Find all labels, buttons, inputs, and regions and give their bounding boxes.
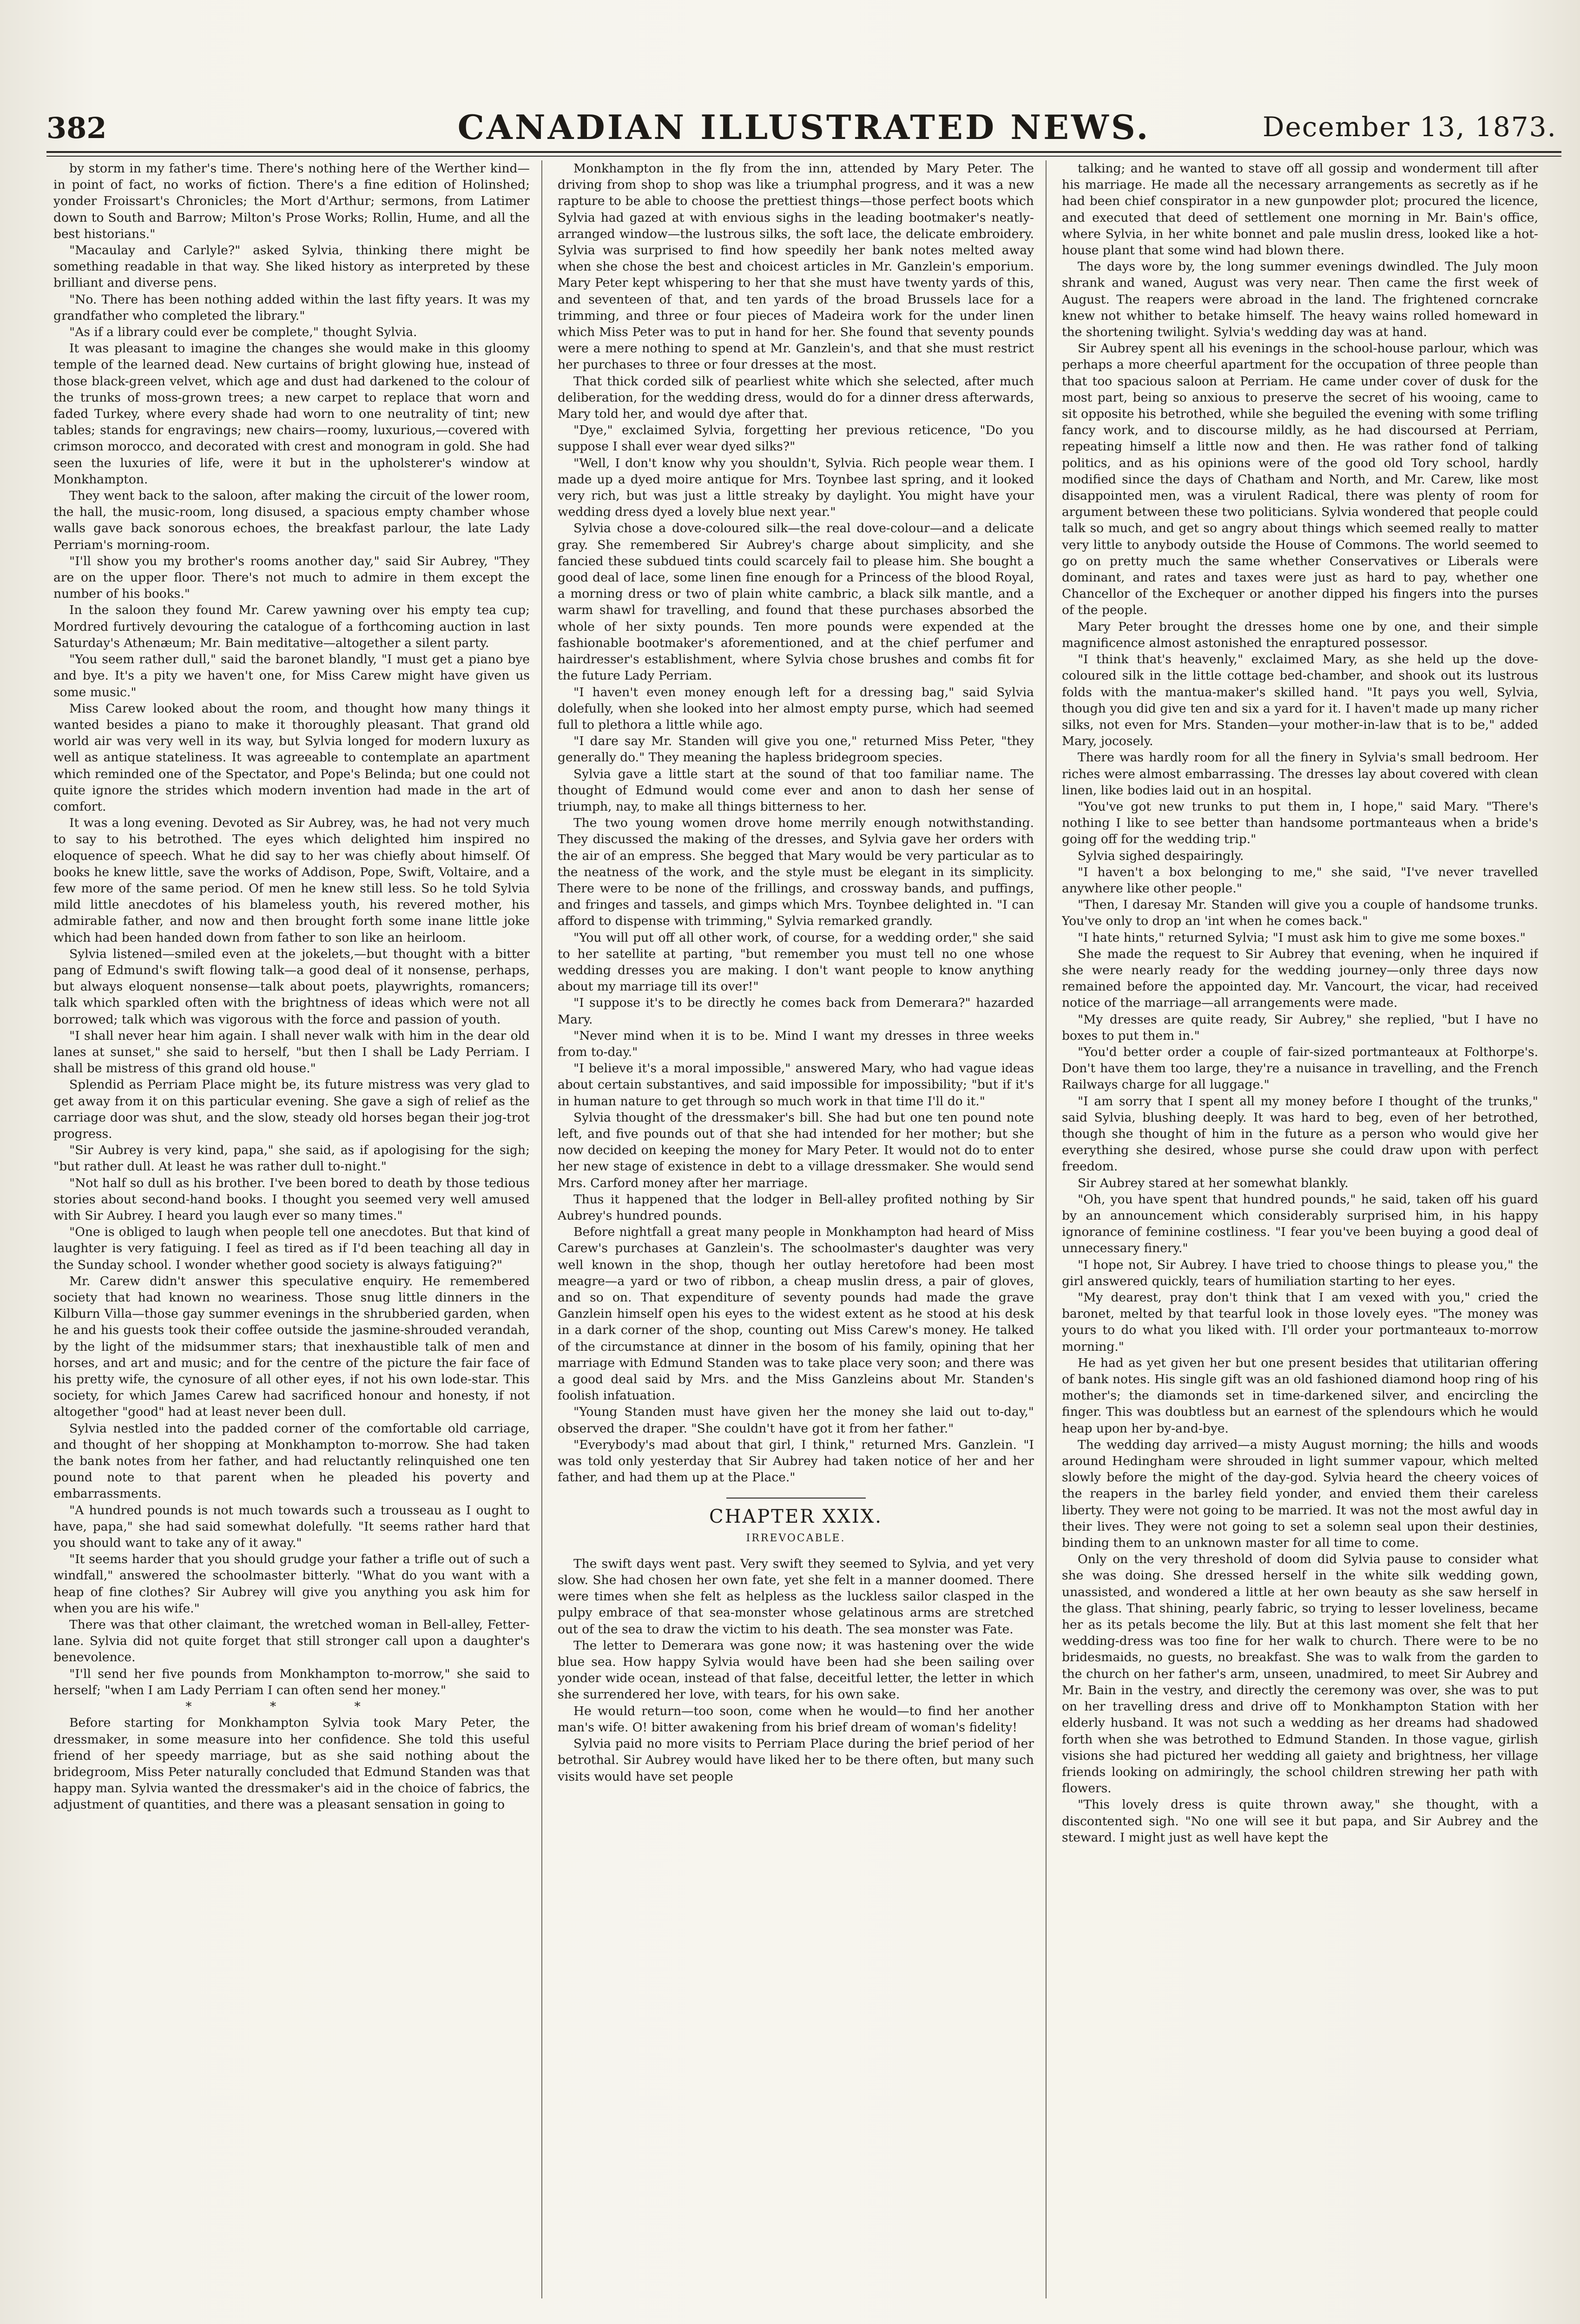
paragraph: It was a long evening. Devoted as Sir Aubrey, was, he had not very much to say to his betrothed. The eyes which delighted him inspired no eloquence of speech. What he did say to her was chiefly about himself. Of books he knew little, save the works of Addison, Pope, Swift, Voltaire, and a few more of the same period. Of men he knew still less. So he told Sylvia mild little anecdotes of his blameless youth, his revered mother, his admirable father, and now and then brought forth some inane little joke which had been handed down from father to son like an heirloom. (53, 816, 530, 945)
paragraph: Monkhampton in the fly from the inn, attended by Mary Peter. The driving from shop to shop was like a triumphal progress, and it was a new rapture to be able to choose the prettiest things—those perfect boots which Sylvia had gazed at with envious sighs in the leading bootmaker's neatly-arranged window—the lustrous silks, the soft lace, the delicate embroidery. Sylvia was surprised to find how speedily her bank notes melted away when she chose the best and choicest articles in Mr. Ganzlein's emporium. Mary Peter kept whispering to her that she must have twenty yards of this, and seventeen of that, and ten yards of the broad Brussels lace for a trimming, and three or four pieces of Madeira work for the under linen which Miss Peter was to put in hand for her. She found that seventy pounds were a mere nothing to spend at Mr. Ganzlein's, and that she must restrict her purchases to three or four dresses at the most. (558, 161, 1034, 372)
masthead (46, 105, 1561, 146)
paragraph: "Never mind when it is to be. Mind I want my dresses in three weeks from to-day." (558, 1028, 1034, 1059)
paragraph: They went back to the saloon, after making the circuit of the lower room, the hall, the music-room, long disused, a spacious empty chamber whose walls gave back sonorous echoes, the breakfast parlour, the late Lady Perriam's morning-room. (53, 489, 530, 552)
paragraph: The letter to Demerara was gone now; it was hastening over the wide blue sea. How happy Sylvia would have been had she been sailing over yonder wide ocean, instead of that false, deceitful letter, the letter in which she surrendered her love, with tears, for his own sake. (558, 1638, 1034, 1702)
paragraph: "I'll show you my brother's rooms another day," said Sir Aubrey, "They are on the upper floor. There's not much to admire in them except the number of his books." (53, 554, 530, 601)
paragraph: The two young women drove home merrily enough notwithstanding. They discussed the making of the dresses, and Sylvia gave her orders with the air of an empress. She begged that Mary would be very particular as to the neatness of the work, and the style must be elegant in its simplicity. There were to be none of the frillings, and crossway bands, and puffings, and fringes and tassels, and gimps which Mrs. Toynbee delighted in. "I can afford to dispense with trimming," Sylvia remarked grandly. (558, 816, 1034, 929)
paragraph: Sylvia paid no more visits to Perriam Place during the brief period of her betrothal. Sir Aubrey would have liked her to be there often, but many such visits would have set people (558, 1736, 1034, 1784)
paragraph: Sylvia gave a little start at the sound of that too familiar name. The thought of Edmund would come ever and anon to dash her sense of triumph, nay, to make all things bitterness to her. (558, 766, 1034, 814)
paragraph: "Sir Aubrey is very kind, papa," she said, as if apologising for the sigh; "but rather dull. At least he was rather dull to-night." (53, 1143, 530, 1174)
chapter-rule (726, 1498, 866, 1499)
paragraph: He had as yet given her but one present besides that utilitarian offering of bank notes. His single gift was an old fashioned diamond hoop ring of his mother's; the diamonds set in time-darkened silver, and encircling the finger. This was doubtless but an earnest of the splendours which he would heap upon her by-and-bye. (1062, 1355, 1538, 1436)
paragraph: "I hope not, Sir Aubrey. I have tried to choose things to please you," the girl answered quickly, tears of humiliation starting to her eyes. (1062, 1257, 1538, 1288)
paragraph: "As if a library could ever be complete," thought Sylvia. (69, 325, 417, 340)
paragraph: "You'd better order a couple of fair-sized portmanteaux at Folthorpe's. Don't have them too large, they're a nuisance in travelling, and the French Railways charge for all luggage." (1062, 1044, 1538, 1092)
paragraph: "I am sorry that I spent all my money before I thought of the trunks," said Sylvia, blushing deeply. It was hard to beg, even of her betrothed, though she thought of him in the future as a person who would give her everything she desired, whose purse she could draw upon with perfect freedom. (1062, 1094, 1538, 1174)
masthead-rule-thin (46, 156, 1561, 157)
section-break: * * * (185, 1699, 398, 1714)
paragraph: "Not half so dull as his brother. I've been bored to death by those tedious stories about second-hand books. I thought you seemed very well amused with Sir Aubrey. I heard you laugh ever so many times." (53, 1175, 530, 1223)
paragraph: He would return—too soon, come when he would—to find her another man's wife. O! bitter awakening from his brief dream of woman's fidelity! (558, 1703, 1034, 1735)
paragraph: Mary Peter brought the dresses home one by one, and their simple magnificence almost astonished the enraptured possessor. (1062, 619, 1538, 650)
paragraph: "I think that's heavenly," exclaimed Mary, as she held up the dove-coloured silk in the little cottage bed-chamber, and shook out its lustrous folds with the mantua-maker's skilled hand. "It pays you well, Sylvia, though you did give ten and six a yard for it. I haven't made up many richer silks, not even for Mrs. Standen—your mother-in-law that is to be," added Mary, jocosely. (1062, 652, 1538, 749)
paragraph: "I believe it's a moral impossible," answered Mary, who had vague ideas about certain substantives, and said impossible for impossibility; "but if it's in human nature to get through so much work in that time I'll do it." (558, 1061, 1034, 1109)
paragraph: "No. There has been nothing added within the last fifty years. It was my grandfather who completed the library." (53, 292, 530, 323)
page-number: 382 (46, 111, 107, 145)
chapter-subtitle: IRREVOCABLE. (746, 1532, 846, 1544)
paragraph: "Everybody's mad about that girl, I think," returned Mrs. Ganzlein. "I was told only yesterday that Sir Aubrey had taken notice of her and her father, and had them up at the Place." (558, 1437, 1034, 1485)
paragraph: "One is obliged to laugh when people tell one anecdotes. But that kind of laughter is very fatiguing. I feel as tired as if I'd been teaching all day in the Sunday school. I wonder whether good society is always fatiguing?" (53, 1225, 530, 1272)
newspaper-title: CANADIAN ILLUSTRATED NEWS. (457, 107, 1151, 147)
paragraph: Sir Aubrey spent all his evenings in the school-house parlour, which was perhaps a more cheerful apartment for the occupation of three people than that too spacious saloon at Perriam. He came under cover of dusk for the most part, being so anxious to preserve the secret of his wooing, came to sit opposite his betrothed, while she beguiled the evening with some trifling fancy work, and to discourse mildly, as he had discoursed at Perriam, repeating himself a little now and then. He was rather fond of talking politics, and as his opinions were of the good old Tory school, hardly modified since the days of Chatham and North, and Mr. Carew, like most disappointed men, was a virulent Radical, there was plenty of room for argument between these two politicians. Sylvia wondered that people could talk so much, and get so angry about things which seemed really to matter very little to anybody outside the House of Commons. The world seemed to go on pretty much the same whether Conservatives or Liberals were dominant, and rates and taxes were just as hard to pay, whether one Chancellor of the Exchequer or another dipped his fingers into the purses of the people. (1062, 341, 1538, 618)
column-divider (1046, 160, 1047, 2298)
paragraph: "I haven't a box belonging to me," she said, "I've never travelled anywhere like other people." (1062, 865, 1538, 896)
paragraph: talking; and he wanted to stave off all gossip and wonderment till after his marriage. He made all the necessary arrangements as secretly as if he had been chief conspirator in a new gunpowder plot; procured the licence, and executed that deed of settlement one morning in Mr. Bain's office, where Sylvia, in her white bonnet and pale muslin dress, looked like a hot-house plant that some wind had blown there. (1062, 161, 1538, 258)
column-2 (558, 160, 1034, 2308)
paragraph: "You will put off all other work, of course, for a wedding order," she said to her satellite at parting, "but remember you must tell no one whose wedding dresses you are making. I don't want people to know anything about my marriage till its over!" (558, 930, 1034, 994)
paragraph: There was that other claimant, the wretched woman in Bell-alley, Fetter-lane. Sylvia did not quite forget that still stronger call upon a daughter's benevolence. (53, 1618, 530, 1665)
paragraph: "I'll send her five pounds from Monkhampton to-morrow," she said to herself; "when I am Lady Perriam I can often send her money." (53, 1666, 530, 1697)
paragraph: There was hardly room for all the finery in Sylvia's small bedroom. Her riches were almost embarrassing. The dresses lay about covered with clean linen, like bodies laid out in an hospital. (1062, 750, 1538, 798)
paragraph: "Well, I don't know why you shouldn't, Sylvia. Rich people wear them. I made up a dyed moire antique for Mrs. Toynbee last spring, and it looked very rich, but was just a little streaky by daylight. You might have your wedding dress dyed a lovely blue next year." (558, 456, 1034, 520)
paragraph: Only on the very threshold of doom did Sylvia pause to consider what she was doing. She dressed herself in the white silk wedding gown, unassisted, and wondered a little at her own beauty as she saw herself in the glass. That shining, pearly fabric, so trying to lesser loveliness, became her as its petals become the lily. But at this last moment she felt that her wedding-dress was too fine for her walk to church. There were to be no bridesmaids, no guests, no breakfast. She was to walk from the garden to the church on her father's arm, unseen, unadmired, to meet Sir Aubrey and Mr. Bain in the vestry, and directly the ceremony was over, she was to put on her travelling dress and drive off to Monkhampton Station with her elderly husband. It was not such a wedding as her dreams had shadowed forth when she was betrothed to Edmund Standen. In those vague, girlish visions she had pictured her wedding all gaiety and brightness, her village friends looking on admiringly, the school children strewing her path with flowers. (1062, 1552, 1538, 1796)
paragraph: Sylvia chose a dove-coloured silk—the real dove-colour—and a delicate gray. She remembered Sir Aubrey's charge about simplicity, and she fancied these subdued tints could scarcely fail to please him. She bought a good deal of lace, some linen fine enough for a Princess of the blood Royal, a morning dress or two of plain white cambric, a black silk mantle, and a warm shawl for travelling, and found that these purchases absorbed the whole of her sixty pounds. Ten more pounds were expended at the fashionable bootmaker's aforementioned, and at the chief perfumer and hairdresser's establishment, where Sylvia chose brushes and combs fit for the future Lady Perriam. (558, 521, 1034, 683)
paragraph: "Macaulay and Carlyle?" asked Sylvia, thinking there might be something readable in that way. She liked history as interpreted by these brilliant and diverse pens. (53, 243, 530, 290)
paragraph: The days wore by, the long summer evenings dwindled. The July moon shrank and waned, August was very near. Then came the first week of August. The reapers were abroad in the land. The frightened corncrake knew not whither to betake himself. The heavy wains rolled homeward in the shortening twilight. Sylvia's wedding day was at hand. (1062, 259, 1538, 340)
paragraph: Miss Carew looked about the room, and thought how many things it wanted besides a piano to make it thoroughly pleasant. That grand old world air was very well in its way, but Sylvia longed for modern luxury as well as antique stateliness. It was agreeable to contemplate an apartment which reminded one of the Spectator, and Pope's Belinda; but one could not quite ignore the strides which modern invention had made in the art of comfort. (53, 701, 530, 814)
column-divider (541, 160, 542, 2298)
paragraph: "I hate hints," returned Sylvia; "I must ask him to give me some boxes." (1078, 930, 1526, 945)
paragraph: Splendid as Perriam Place might be, its future mistress was very glad to get away from it on this particular evening. She gave a sigh of relief as the carriage door was shut, and the slow, steady old horses began their jog-trot progress. (53, 1077, 530, 1141)
paragraph: "It seems harder that you should grudge your father a trifle out of such a windfall," answered the schoolmaster bitterly. "What do you want with a heap of fine clothes? Sir Aubrey will give you anything you ask him for when you are his wife." (53, 1552, 530, 1616)
paragraph: "My dresses are quite ready, Sir Aubrey," she replied, "but I have no boxes to put them in." (1062, 1012, 1538, 1043)
paragraph: "Young Standen must have given her the money she laid out to-day," observed the draper. "She couldn't have got it from her father." (558, 1405, 1034, 1436)
paragraph: "I haven't even money enough left for a dressing bag," said Sylvia dolefully, when she looked into her almost empty purse, which had seemed full to plethora a little while ago. (558, 685, 1034, 732)
paragraph: "I shall never hear him again. I shall never walk with him in the dear old lanes at sunset," she said to herself, "but then I shall be Lady Perriam. I shall be mistress of this grand old house." (53, 1028, 530, 1076)
paragraph: The wedding day arrived—a misty August morning; the hills and woods around Hedingham were shrouded in light summer vapour, which melted slowly before the might of the day-god. Sylvia heard the cheery voices of the reapers in the barley field yonder, and envied them their careless liberty. They were not going to be married. It was not the most awful day in their lives. They were not going to set a solemn seal upon their destinies, binding them to an unknown master for all time to come. (1062, 1437, 1538, 1551)
paragraph: "Dye," exclaimed Sylvia, forgetting her previous reticence, "Do you suppose I shall ever wear dyed silks?" (558, 423, 1034, 454)
paragraph: The swift days went past. Very swift they seemed to Sylvia, and yet very slow. She had chosen her own fate, yet she felt in a manner doomed. There were times when she felt as helpless as the luckless sailor clasped in the pulpy embrace of that sea-monster whose gelatinous arms are stretched out of the sea to draw the victim to his death. The sea monster was Fate. (558, 1556, 1034, 1637)
paragraph: Before starting for Monkhampton Sylvia took Mary Peter, the dressmaker, in some measure into her confidence. She told this useful friend of her speedy marriage, but as she said nothing about the bridegroom, Miss Peter naturally concluded that Edmund Standen was that happy man. Sylvia wanted the dressmaker's aid in the choice of fabrics, the adjustment of quantities, and there was a pleasant sensation in going to (53, 1716, 530, 1812)
paragraph: "You seem rather dull," said the baronet blandly, "I must get a piano bye and bye. It's a pity we haven't one, for Miss Carew might have given us some music." (53, 652, 530, 700)
column-1 (53, 160, 530, 2308)
paragraph: "This lovely dress is quite thrown away," she thought, with a discontented sigh. "No one will see it but papa, and Sir Aubrey and the steward. I might just as well have kept the (1062, 1797, 1538, 1845)
paragraph: That thick corded silk of pearliest white which she selected, after much deliberation, for the wedding dress, would do for a dinner dress afterwards, Mary told her, and would dye after that. (558, 374, 1034, 422)
paragraph: "My dearest, pray don't think that I am vexed with you," cried the baronet, melted by that tearful look in those lovely eyes. "The money was yours to do what you liked with. I'll order your portmanteaux to-morrow morning." (1062, 1290, 1538, 1354)
masthead-rule (46, 151, 1561, 153)
paragraph: Mr. Carew didn't answer this speculative enquiry. He remembered society that had known no weariness. Those snug little dinners in the Kilburn Villa—those gay summer evenings in the shrubberied garden, when he and his guests took their coffee outside the jasmine-shrouded verandah, by the light of the midsummer stars; that inexhaustible talk of men and horses, and art and music; and for the centre of the picture the fair face of his pretty wife, the cynosure of all other eyes, if not his own lode-star. This society, for which James Carew had sacrificed honour and honesty, if not altogether "good" had at least never been dull. (53, 1274, 530, 1419)
paragraph: "Oh, you have spent that hundred pounds," he said, taken off his guard by an announcement which considerably surprised him, in his happy ignorance of feminine costliness. "I fear you've been buying a good deal of unnecessary finery." (1062, 1192, 1538, 1256)
column-3 (1062, 160, 1538, 2308)
issue-date: December 13, 1873. (1263, 111, 1557, 143)
paragraph: Sylvia thought of the dressmaker's bill. She had but one ten pound note left, and five pounds out of that she had intended for her mother; but she now decided on keeping the money for Mary Peter. It would not do to enter her new stage of existence in debt to a village dressmaker. She would send Mrs. Carford money after her marriage. (558, 1110, 1034, 1190)
paragraph: She made the request to Sir Aubrey that evening, when he inquired if she were nearly ready for the wedding journey—only three days now remained before the appointed day. Mr. Vancourt, the vicar, had received notice of the marriage—all arrangements were made. (1062, 946, 1538, 1010)
paragraph: "I dare say Mr. Standen will give you one," returned Miss Peter, "they generally do." They meaning the hapless bridegroom species. (558, 734, 1034, 765)
paragraph: Sylvia listened—smiled even at the jokelets,—but thought with a bitter pang of Edmund's swift flowing talk—a good deal of it nonsense, perhaps, but always eloquent nonsense—talk about poets, playwrights, romancers; talk which sparkled often with the brightness of ideas which were not all borrowed; talk which was vigorous with the force and passion of youth. (53, 946, 530, 1027)
paragraph: Sylvia nestled into the padded corner of the comfortable old carriage, and thought of her shopping at Monkhampton to-morrow. She had taken the bank notes from her father, and had reluctantly relinquished one ten pound note to that parent when he pleaded his poverty and embarrassments. (53, 1421, 530, 1501)
paragraph: Before nightfall a great many people in Monkhampton had heard of Miss Carew's purchases at Ganzlein's. The schoolmaster's daughter was very well known in the shop, though her outlay heretofore had been most meagre—a yard or two of ribbon, a cheap muslin dress, a pair of gloves, and so on. That expenditure of seventy pounds had made the grave Ganzlein himself open his eyes to the widest extent as he stood at his desk in a dark corner of the shop, counting out Miss Carew's money. He talked of the circumstance at dinner in the bosom of his family, opining that her marriage with Edmund Standen was to take place very soon; and there was a good deal said by Mrs. and the Miss Ganzleins about Mr. Standen's foolish infatuation. (558, 1225, 1034, 1403)
paragraph: In the saloon they found Mr. Carew yawning over his empty tea cup; Mordred furtively devouring the catalogue of a forthcoming auction in last Saturday's Athenæum; Mr. Bain meditative—altogether a silent party. (53, 603, 530, 650)
paragraph: "You've got new trunks to put them in, I hope," said Mary. "There's nothing I like to see better than handsome portmanteaus when a bride's going off for the wedding trip." (1062, 799, 1538, 847)
paragraph: by storm in my father's time. There's nothing here of the Werther kind—in point of fact, no works of fiction. There's a fine edition of Holinshed; yonder Froissart's Chronicles; the Mort d'Arthur; sermons, from Latimer down to South and Barrow; Milton's Prose Works; Rollin, Hume, and all the best historians." (53, 161, 530, 241)
paragraph: Sylvia sighed despairingly. (1078, 848, 1244, 863)
paragraph: Thus it happened that the lodger in Bell-alley profited nothing by Sir Aubrey's hundred pounds. (558, 1192, 1034, 1223)
paragraph: "A hundred pounds is not much towards such a trousseau as I ought to have, papa," she had said somewhat dolefully. "It seems rather hard that you should want to take any of it away." (53, 1503, 530, 1551)
paragraph: Sir Aubrey stared at her somewhat blankly. (1078, 1175, 1349, 1190)
paragraph: It was pleasant to imagine the changes she would make in this gloomy temple of the learned dead. New curtains of bright glowing hue, instead of those black-green velvet, which age and dust had darkened to the colour of the trunks of moss-grown trees; a new carpet to replace that worn and faded Turkey, where every shade had worn to one neutrality of tint; new tables; stands for engravings; new chairs—roomy, luxurious,—covered with crimson morocco, and decorated with crest and monogram in gold. She had seen the luxuries of life, were it but in the upholsterer's window at Monkhampton. (53, 341, 530, 487)
chapter-heading: CHAPTER XXIX. (709, 1506, 882, 1528)
paragraph: "Then, I daresay Mr. Standen will give you a couple of handsome trunks. You've only to drop an 'int when he comes back." (1062, 898, 1538, 929)
paragraph: "I suppose it's to be directly he comes back from Demerara?" hazarded Mary. (558, 996, 1034, 1027)
